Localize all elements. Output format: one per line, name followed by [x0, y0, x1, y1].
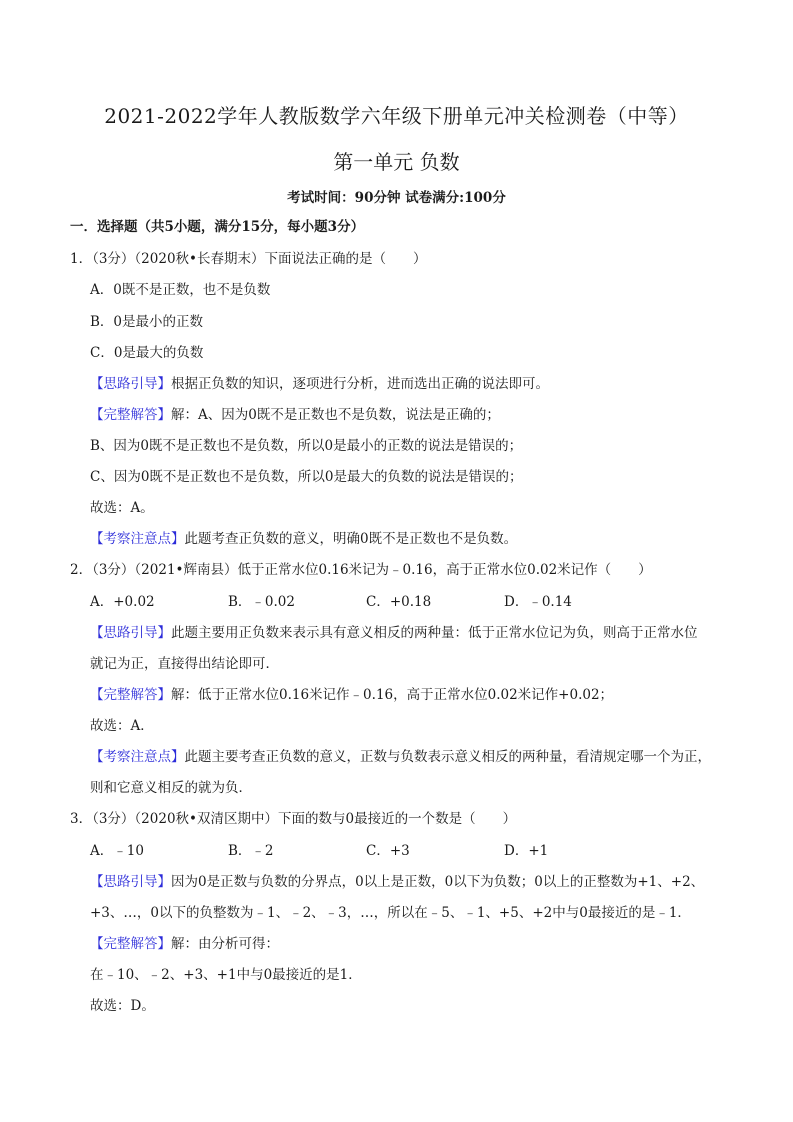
solution-label: 【完整解答】 — [90, 407, 171, 423]
question-2-option-b: B．﹣0.02 — [228, 594, 295, 610]
question-3-option-a: A．﹣10 — [90, 843, 144, 859]
question-3-solution — [90, 935, 279, 953]
question-2-note — [90, 748, 711, 766]
hint-text: 根据正负数的知识，逐项进行分析，进而选出正确的说法即可。 — [171, 376, 549, 392]
question-2-solution — [90, 686, 613, 704]
question-1-answer: 故选：A。 — [90, 500, 154, 516]
hint-label: 【思路引导】 — [90, 376, 171, 392]
page-title: 2021-2022学年人教版数学六年级下册单元冲关检测卷（中等） — [104, 104, 689, 128]
question-1-solution-line: C、因为0既不是正数也不是负数，所以0是最大的负数的说法是错误的； — [90, 469, 523, 485]
hint-text: 因为0是正数与负数的分界点，0以上是正数，0以下为负数；0以上的正整数为+1、+2、 — [171, 874, 705, 890]
question-3-stem: 3．（3分）（2020秋•双清区期中）下面的数与0最接近的一个数是（ ） — [70, 811, 517, 827]
note-label: 【考察注意点】 — [90, 531, 185, 547]
exam-info: 考试时间：90分钟 试卷满分:100分 — [287, 190, 506, 206]
question-1-stem: 1．（3分）（2020秋•长春期末）下面说法正确的是（ ） — [70, 251, 427, 267]
question-2-answer: 故选：A． — [90, 718, 154, 734]
question-2-option-d: D．﹣0.14 — [504, 594, 572, 610]
solution-text: 解：由分析可得： — [171, 936, 279, 952]
question-3-option-b: B．﹣2 — [228, 843, 274, 859]
question-2-option-a: A．+0.02 — [90, 594, 155, 610]
question-1-solution-line: B、因为0既不是正数也不是负数，所以0是最小的正数的说法是错误的； — [90, 438, 523, 454]
question-1-note — [90, 530, 517, 548]
question-2-stem: 2．（3分）（2021•辉南县）低于正常水位0.16米记为﹣0.16，高于正常水位0.02米记作（ ） — [70, 562, 652, 578]
question-2-note-cont: 则和它意义相反的就为负． — [90, 780, 252, 796]
note-text: 此题主要考查正负数的意义，正数与负数表示意义相反的两种量，看清规定哪一个为正， — [184, 749, 711, 765]
question-1-option-c: C．0是最大的负数 — [90, 345, 204, 361]
question-3-hint-cont: +3、…，0以下的负整数为﹣1、﹣2、﹣3，…，所以在﹣5、﹣1、+5、+2中与0最接近的是﹣1． — [90, 905, 691, 921]
question-1-option-a: A．0既不是正数，也不是负数 — [90, 282, 271, 298]
question-2-option-c: C．+0.18 — [366, 594, 432, 610]
question-3-answer: 故选：D。 — [90, 998, 155, 1014]
question-3-option-c: C．+3 — [366, 843, 410, 859]
hint-label: 【思路引导】 — [90, 874, 171, 890]
note-label: 【考察注意点】 — [90, 749, 185, 765]
solution-label: 【完整解答】 — [90, 687, 171, 703]
question-3-solution-line: 在﹣10、﹣2、+3、+1中与0最接近的是1． — [90, 967, 362, 983]
question-3-hint — [90, 873, 704, 891]
question-1-option-b: B．0是最小的正数 — [90, 314, 204, 330]
question-2-hint — [90, 624, 698, 642]
hint-label: 【思路引导】 — [90, 625, 171, 641]
question-2-options — [90, 593, 572, 611]
solution-label: 【完整解答】 — [90, 936, 171, 952]
unit-subtitle: 第一单元 负数 — [333, 150, 460, 174]
question-1-hint — [90, 375, 549, 393]
question-3-options — [90, 842, 548, 860]
section-heading: 一．选择题（共5小题，满分15分，每小题3分） — [70, 219, 365, 235]
question-1-solution — [90, 406, 500, 424]
hint-text: 此题主要用正负数来表示具有意义相反的两种量：低于正常水位记为负，则高于正常水位 — [171, 625, 698, 641]
question-3-option-d: D．+1 — [504, 843, 549, 859]
solution-text: 解：A、因为0既不是正数也不是负数，说法是正确的； — [171, 407, 500, 423]
solution-text: 解：低于正常水位0.16米记作﹣0.16，高于正常水位0.02米记作+0.02； — [171, 687, 614, 703]
note-text: 此题考查正负数的意义，明确0既不是正数也不是负数。 — [184, 531, 518, 547]
question-2-hint-cont: 就记为正，直接得出结论即可． — [90, 656, 279, 672]
